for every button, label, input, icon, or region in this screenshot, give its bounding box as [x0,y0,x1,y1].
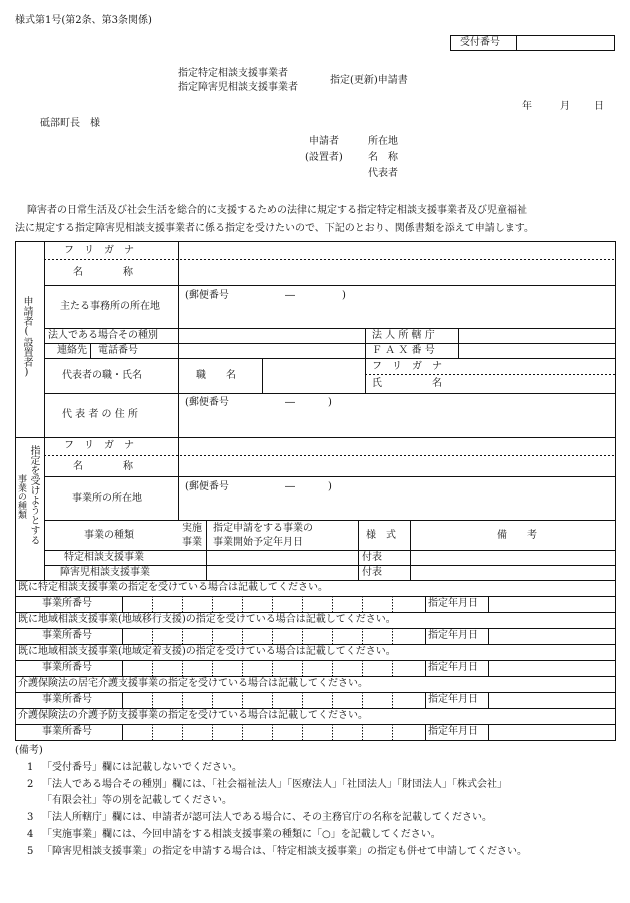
business-row-child-appendix: 付表 [362,567,382,578]
applicant-furigana-label: フ リ ガ ナ [64,245,134,256]
business-side-label2: 事業の種類 [16,474,26,519]
rep-title-label: 代表者の職・氏名 [62,370,142,381]
job-title-label: 職 名 [196,370,236,381]
note-3: 「法人所轄庁」欄には、申請者が認可法人である場合に、その主務官庁の名称を記載してください。 [42,812,492,823]
rep-postal-label: (郵便番号 [185,397,229,408]
corp-type-label: 法人である場合その種別 [48,330,158,341]
rep-furigana-label: フ リ ガ ナ [372,361,442,372]
existing-heading-2: 既に地域相談支援事業(地域移行支援)の指定を受けている場合は記載してください。 [18,614,396,625]
note-5: 「障害児相談支援事業」の指定を申請する場合は、「特定相談支援事業」の指定も併せて申請してください。 [42,846,527,857]
office-address-label: 主たる事務所の所在地 [60,301,160,312]
start-date-header-2: 事業開始予定年月日 [213,537,303,548]
date-month: 月 [560,101,570,112]
business-location-label: 事業所の所在地 [72,493,142,504]
existing-office-no-2: 事業所番号 [42,630,92,641]
business-type-header: 事業の種類 [84,530,134,541]
rep-name-label: 氏 名 [372,378,442,389]
business-side-label1: 指定を受けようとする [28,445,39,545]
fax-label: Ｆ Ａ Ｘ 番 号 [372,345,435,356]
business-furigana-label: フ リ ガ ナ [64,440,134,451]
office-postal-close: ) [342,290,346,301]
existing-office-no-5: 事業所番号 [42,726,92,737]
note-1: 「受付番号」欄には記載しないでください。 [42,762,242,773]
contact-label: 連絡先 [57,345,87,356]
existing-heading-5: 介護保険法の介護予防支援事業の指定を受けている場合は記載してください。 [18,710,368,721]
applicant-label: 申請者 [309,136,339,147]
receipt-number-label: 受付番号 [460,37,500,48]
existing-date-label-2: 指定年月日 [428,630,478,641]
existing-office-no-3: 事業所番号 [42,662,92,673]
note-4-number: 4 [27,829,34,840]
implemented-header-2: 事業 [182,537,202,548]
intro-line1: 障害者の日常生活及び社会生活を総合的に支援するための法律に規定する指定特定相談支援事業者及び児童福祉 [27,205,527,216]
existing-heading-3: 既に地域相談支援事業(地域定着支援)の指定を受けている場合は記載してください。 [18,646,396,657]
rep-postal-close: ) [328,397,332,408]
phone-label: 電話番号 [98,345,138,356]
business-row-specified-appendix: 付表 [362,552,382,563]
business-row-specified: 特定相談支援事業 [64,552,144,563]
business-postal-dash: ― [285,481,295,492]
applicant-name-label: 名 称 [73,267,133,278]
business-name-label: 名 称 [73,461,133,472]
existing-office-no-1: 事業所番号 [42,598,92,609]
existing-date-label-3: 指定年月日 [428,662,478,673]
address-label: 所在地 [368,136,398,147]
form-number: 様式第1号(第2条、第3条関係) [15,15,152,26]
note-3-number: 3 [27,812,34,823]
note-2b: 「有限会社」等の別を記載してください。 [42,795,232,806]
existing-heading-4: 介護保険法の居宅介護支援事業の指定を受けている場合は記載してください。 [18,678,368,689]
intro-line2: 法に規定する指定障害児相談支援事業者に係る指定を受けたいので、下記のとおり、関係書類を添えて申請します。 [15,223,534,234]
rep-address-label: 代 表 者 の 住 所 [62,409,138,420]
applicant-sub-label: (設置者) [305,152,343,163]
rep-postal-dash: ― [285,397,295,408]
business-postal-label: (郵便番号 [185,481,229,492]
date-day: 日 [594,101,604,112]
existing-office-no-4: 事業所番号 [42,694,92,705]
authority-label: 法 人 所 轄 庁 [372,330,435,341]
existing-heading-1: 既に特定相談支援事業の指定を受けている場合は記載してください。 [18,582,328,593]
office-postal-label: (郵便番号 [185,290,229,301]
note-2: 「法人である場合その種別」欄には、「社会福祉法人」「医療法人」「社団法人」「財団法人」「株式会社」 [42,779,507,790]
name-label: 名 称 [368,152,398,163]
title-suffix: 指定(更新)申請書 [330,75,408,86]
remarks-header: 備 考 [497,530,537,541]
business-postal-close: ) [328,481,332,492]
addressee: 砥部町長 様 [40,118,100,129]
note-5-number: 5 [27,846,34,857]
existing-date-label-5: 指定年月日 [428,726,478,737]
date-year: 年 [522,101,532,112]
style-header: 様 式 [366,530,396,541]
existing-date-label-1: 指定年月日 [428,598,478,609]
title-line2: 指定障害児相談支援事業者 [178,82,298,93]
title-line1: 指定特定相談支援事業者 [178,68,288,79]
note-1-number: 1 [27,762,34,773]
implemented-header-1: 実施 [182,523,202,534]
business-row-child: 障害児相談支援事業 [60,567,150,578]
representative-label: 代表者 [368,168,398,179]
notes-title: (備考) [15,745,43,756]
note-4: 「実施事業」欄には、今回申請をする相談支援事業の種類に「○」を記載してください。 [42,829,441,840]
note-2-number: 2 [27,779,34,790]
start-date-header-1: 指定申請をする事業の [213,523,313,534]
existing-date-label-4: 指定年月日 [428,694,478,705]
applicant-side-label: 申請者(設置者) [21,296,32,378]
office-postal-dash: ― [285,290,295,301]
